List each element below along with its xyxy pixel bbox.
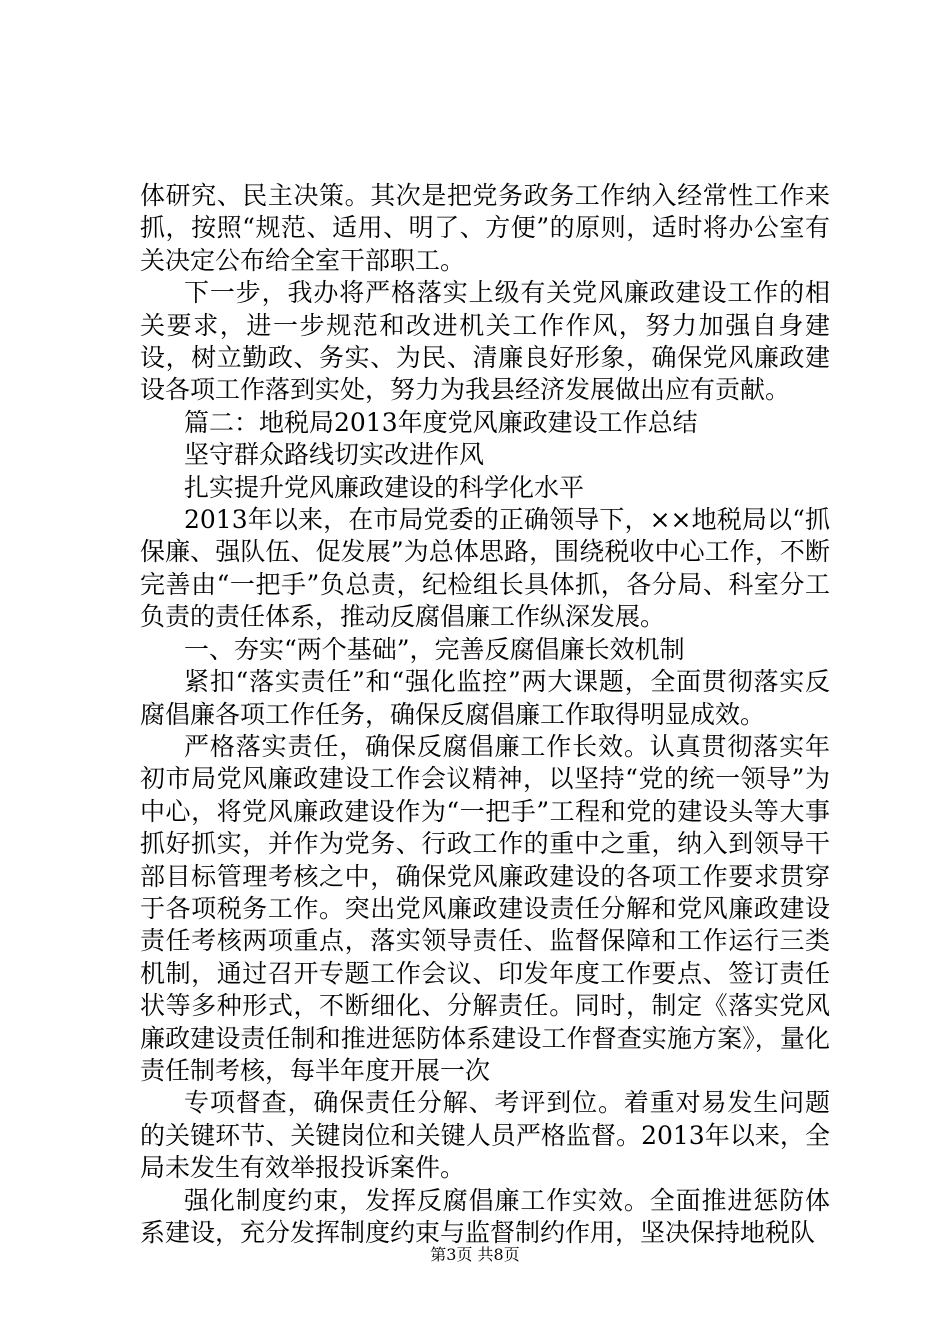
paragraph: 篇二：地税局2013年度党风廉政建设工作总结 bbox=[184, 407, 698, 437]
paragraph: 严格落实责任，确保反腐倡廉工作长效。认真贯彻落实年初市局党风廉政建设工作会议精神，以坚持“党的统一领导”为中心，将党风廉政建设作为“一把手”工程和党的建设头等大事抓好抓实，并作为党务、行政工作的重中之重，纳入到领导干部目标管理考核之中，确保党风廉政建设的各项工作要求贯穿于各项税务工作。突出党风廉政建设责任分解和党风廉政建设责任考核两项重点，落实领导责任、监督保障和工作运行三类机制，通过召开专题工作会议、印发年度工作要点、签订责任状等多种形式，不断细化、分解责任。同时，制定《落实党风廉政建设责任制和推进惩防体系建设工作督查实施方案》，量化责任制考核，每半年度开展一次 bbox=[140, 731, 830, 1085]
document-body bbox=[140, 180, 830, 1249]
paragraph: 一、夯实“两个基础”，完善反腐倡廉长效机制 bbox=[184, 634, 685, 664]
paragraph: 紧扣“落实责任”和“强化监控”两大课题，全面贯彻落实反腐倡廉各项工作任务，确保反腐倡廉工作取得明显成效。 bbox=[140, 667, 830, 729]
paragraph: 坚守群众路线切实改进作风 bbox=[184, 440, 485, 470]
paragraph: 下一步，我办将严格落实上级有关党风廉政建设工作的相关要求，进一步规范和改进机关工作作风，努力加强自身建设，树立勤政、务实、为民、清廉良好形象，确保党风廉政建设各项工作落到实处，努力为我县经济发展做出应有贡献。 bbox=[140, 278, 830, 405]
paragraph: 2013年以来，在市局党委的正确领导下，××地税局以“抓保廉、强队伍、促发展”为总体思路，围绕税收中心工作，不断完善由“一把手”负总责，纪检组长具体抓，各分局、科室分工负责的责任体系，推动反腐倡廉工作纵深发展。 bbox=[140, 505, 830, 632]
page-footer: 第3页 共8页 bbox=[430, 1245, 520, 1264]
paragraph: 强化制度约束，发挥反腐倡廉工作实效。全面推进惩防体系建设，充分发挥制度约束与监督制约作用，坚决保持地税队 bbox=[140, 1185, 830, 1247]
paragraph: 扎实提升党风廉政建设的科学化水平 bbox=[184, 472, 585, 502]
paragraph: 专项督查，确保责任分解、考评到位。着重对易发生问题的关键环节、关键岗位和关键人员严格监督。2013年以来，全局未发生有效举报投诉案件。 bbox=[140, 1088, 830, 1183]
paragraph: 体研究、民主决策。其次是把党务政务工作纳入经常性工作来抓，按照“规范、适用、明了、方便”的原则，适时将办公室有关决定公布给全室干部职工。 bbox=[140, 181, 830, 275]
